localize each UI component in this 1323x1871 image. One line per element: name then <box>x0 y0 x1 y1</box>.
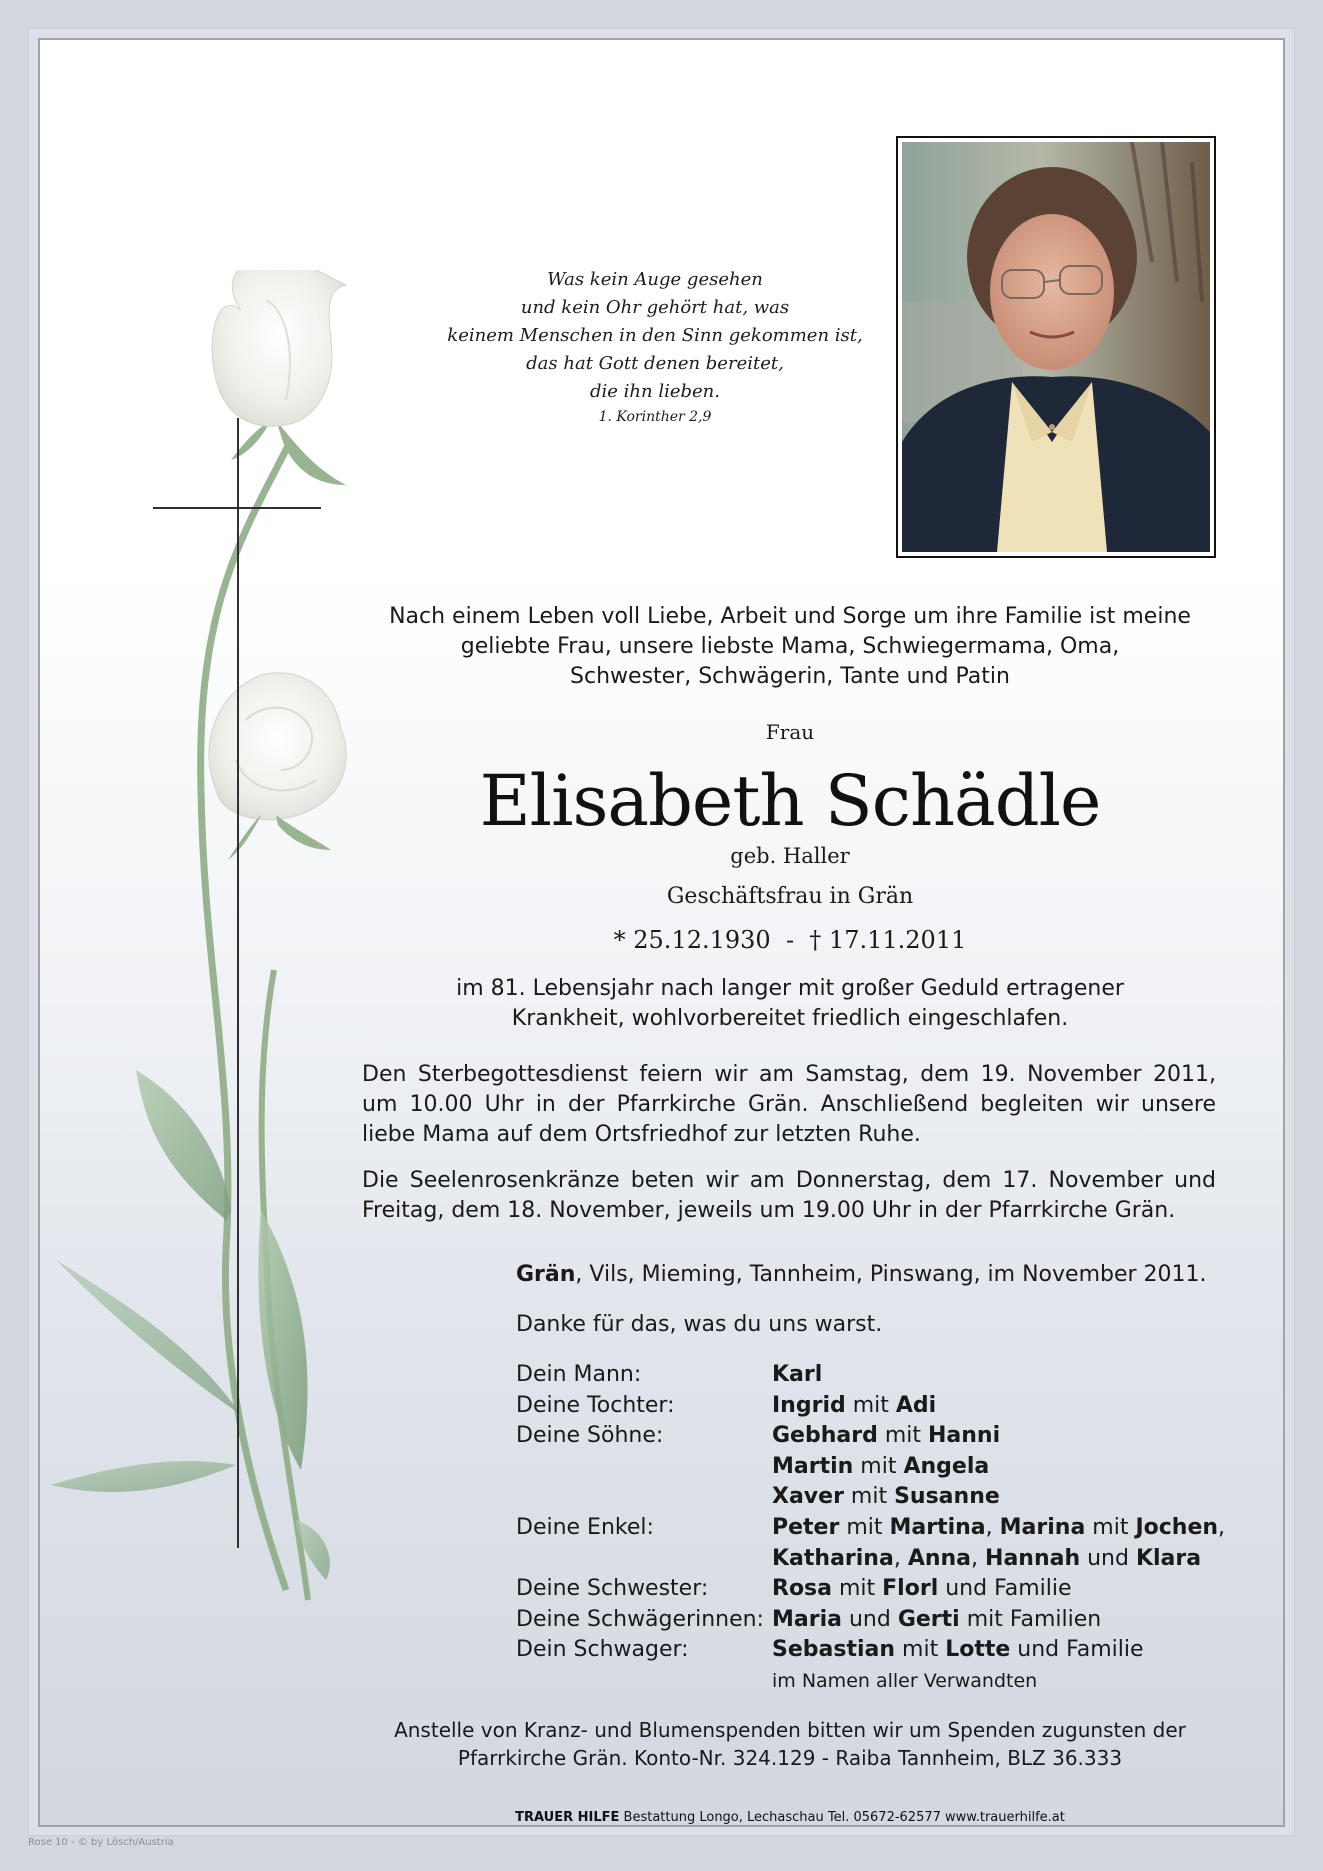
donation-note <box>380 1716 1200 1772</box>
service-paragraph: Den Sterbegottesdienst feiern wir am Samstag, dem 19. November 2011, um 10.00 Uhr in der Pfarrkirche Grän. Anschließend begleiten wir unsere liebe Mama auf dem Ortsfriedhof zur letzten Ruhe. <box>362 1062 1216 1147</box>
leaf <box>56 1260 241 1415</box>
mourner-names <box>772 1452 1192 1483</box>
mourner-row <box>516 1391 1192 1422</box>
mourner-connector: mit <box>845 1392 896 1418</box>
mourner-name: Martina <box>889 1514 986 1540</box>
undertaker-footer <box>360 1810 1220 1825</box>
mourner-names <box>772 1482 1192 1513</box>
mourner-name: Sebastian <box>772 1637 896 1663</box>
mourner-connector: mit <box>895 1637 946 1663</box>
mourner-name: Hannah <box>985 1545 1081 1571</box>
mourner-names <box>772 1605 1192 1636</box>
maiden-name: geb. Haller <box>730 844 850 868</box>
mourner-name: Gebhard <box>772 1423 878 1449</box>
mourner-relation <box>516 1544 772 1575</box>
deceased-name: Elisabeth Schädle <box>479 760 1101 842</box>
mourner-relation <box>516 1452 772 1483</box>
mourner-name: Susanne <box>894 1484 1000 1510</box>
donation-line: Pfarrkirche Grän. Konto-Nr. 324.129 - Raiba Tannheim, BLZ 36.333 <box>457 1746 1123 1770</box>
spacer <box>516 1666 772 1697</box>
rose-illustration <box>46 270 386 1650</box>
portrait-frame <box>896 136 1216 558</box>
mourner-connector: , <box>1218 1514 1226 1540</box>
mourner-name: Maria <box>772 1606 842 1632</box>
mourner-names <box>772 1574 1192 1605</box>
mourner-relation: Deine Tochter: <box>516 1392 675 1418</box>
mourner-connector: , <box>971 1545 986 1571</box>
mourner-row <box>516 1574 1192 1605</box>
mourner-connector: , <box>985 1514 1000 1540</box>
portrait-photo <box>902 142 1210 552</box>
mourner-name: Ingrid <box>772 1392 846 1418</box>
mourner-connector: , <box>893 1545 908 1571</box>
life-statement-line: Krankheit, wohlvorbereitet friedlich eingeschlafen. <box>511 1006 1069 1031</box>
life-dates: * 25.12.1930 - † 17.11.2011 <box>613 926 967 954</box>
mourner-row <box>516 1513 1226 1544</box>
mourner-row <box>516 1482 1192 1513</box>
quote-line: und kein Ohr gehört hat, was <box>520 297 790 318</box>
leaf <box>258 1210 307 1470</box>
mourner-name: Adi <box>895 1392 937 1418</box>
mourner-connector: mit <box>853 1453 904 1479</box>
sepal <box>228 815 261 860</box>
quote-line: das hat Gott denen bereitet, <box>526 353 784 374</box>
thanks-line: Danke für das, was du uns warst. <box>516 1312 883 1337</box>
cross-vertical <box>237 418 239 1548</box>
place-date-line <box>516 1262 1207 1287</box>
mourner-name: Hanni <box>928 1423 1001 1449</box>
mourner-relation: Dein Mann: <box>516 1362 642 1387</box>
relatives-note: im Namen aller Verwandten <box>772 1669 1038 1692</box>
mourner-names <box>772 1513 1226 1544</box>
mourner-names <box>772 1421 1192 1452</box>
quote-line: Was kein Auge gesehen <box>547 269 763 290</box>
mourner-relation: Deine Enkel: <box>516 1514 654 1540</box>
rosary-paragraph: Die Seelenrosenkränze beten wir am Donnerstag, dem 17. November und Freitag, dem 18. November, jeweils um 19.00 Uhr in der Pfarrkirche Grän. <box>362 1168 1216 1223</box>
mourner-name: Klara <box>1135 1545 1202 1571</box>
footer-text: Bestattung Longo, Lechaschau Tel. 05672-62577 www.trauerhilfe.at <box>619 1810 1065 1825</box>
mourner-relation: Deine Söhne: <box>516 1423 664 1449</box>
intro-text <box>360 602 1220 692</box>
mourners-list <box>516 1360 1226 1697</box>
intro-line: Nach einem Leben voll Liebe, Arbeit und Sorge um ihre Familie ist meine <box>389 604 1191 629</box>
quote-line: die ihn lieben. <box>590 381 720 402</box>
mourner-relation <box>516 1482 772 1513</box>
mourner-row <box>516 1452 1192 1483</box>
mourner-connector: mit <box>1085 1514 1136 1540</box>
mourner-name: Lotte <box>945 1637 1011 1663</box>
mourner-relation: Deine Schwägerinnen: <box>516 1606 764 1632</box>
place-first: Grän <box>516 1262 576 1287</box>
mourner-connector: mit <box>843 1484 895 1510</box>
rose-bloom-bottom <box>209 673 346 820</box>
place-rest: , Vils, Mieming, Tannheim, Pinswang, im November 2011. <box>575 1262 1207 1287</box>
mourner-names <box>772 1360 1192 1391</box>
mourner-name: Martin <box>772 1453 854 1479</box>
mourner-name: Katharina <box>772 1545 894 1571</box>
mourner-relation: Deine Schwester: <box>516 1576 709 1602</box>
image-credit: Rose 10 - © by Lösch/Austria <box>28 1837 174 1848</box>
leaf <box>136 1070 231 1220</box>
footer-brand: TRAUER HILFE <box>515 1810 620 1825</box>
mourner-names <box>772 1544 1202 1575</box>
mourner-connector: mit <box>877 1423 928 1449</box>
mourner-name: Jochen <box>1135 1514 1219 1540</box>
mourner-connector: mit <box>832 1576 883 1602</box>
mourner-connector: und Familie <box>938 1576 1072 1602</box>
intro-line: geliebte Frau, unsere liebste Mama, Schwiegermama, Oma, <box>460 634 1120 659</box>
mourner-row <box>516 1635 1192 1666</box>
relatives-note-row <box>516 1666 1192 1697</box>
mourner-connector: mit <box>839 1514 890 1540</box>
rose-bud-top <box>212 270 346 426</box>
life-statement <box>360 974 1220 1034</box>
mourner-name: Karl <box>772 1362 823 1387</box>
mourner-row <box>516 1544 1202 1575</box>
mourner-names <box>772 1635 1192 1666</box>
cross-horizontal <box>153 507 321 509</box>
salutation: Frau <box>765 720 815 744</box>
mourner-name: Marina <box>999 1514 1086 1540</box>
mourner-relation: Dein Schwager: <box>516 1637 689 1663</box>
mourner-connector: mit Familien <box>959 1606 1102 1632</box>
mourner-names <box>772 1391 1192 1422</box>
mourner-name: Florl <box>882 1576 939 1602</box>
bible-quote <box>420 266 890 428</box>
mourner-name: Peter <box>772 1514 840 1540</box>
sepal <box>276 815 331 850</box>
mourner-row <box>516 1605 1192 1636</box>
mourner-row <box>516 1360 1192 1391</box>
occupation: Geschäftsfrau in Grän <box>666 884 914 909</box>
quote-source: 1. Korinther 2,9 <box>598 409 712 425</box>
leaf <box>51 1461 236 1492</box>
mourner-name: Gerti <box>897 1606 960 1632</box>
rose-stem <box>201 440 291 1590</box>
intro-line: Schwester, Schwägerin, Tante und Patin <box>570 664 1010 689</box>
mourner-name: Xaver <box>772 1484 844 1510</box>
mourner-connector: und Familie <box>1010 1637 1144 1663</box>
mourner-connector: und <box>1080 1545 1136 1571</box>
life-statement-line: im 81. Lebensjahr nach langer mit großer Geduld ertragener <box>456 976 1124 1001</box>
donation-line: Anstelle von Kranz- und Blumenspenden bitten wir um Spenden zugunsten der <box>394 1718 1186 1742</box>
mourner-name: Anna <box>907 1545 972 1571</box>
quote-line: keinem Menschen in den Sinn gekommen ist, <box>447 325 863 346</box>
mourner-connector: und <box>841 1606 898 1632</box>
mourner-name: Angela <box>903 1453 990 1479</box>
mourner-row <box>516 1421 1192 1452</box>
mourner-name: Rosa <box>772 1576 832 1602</box>
